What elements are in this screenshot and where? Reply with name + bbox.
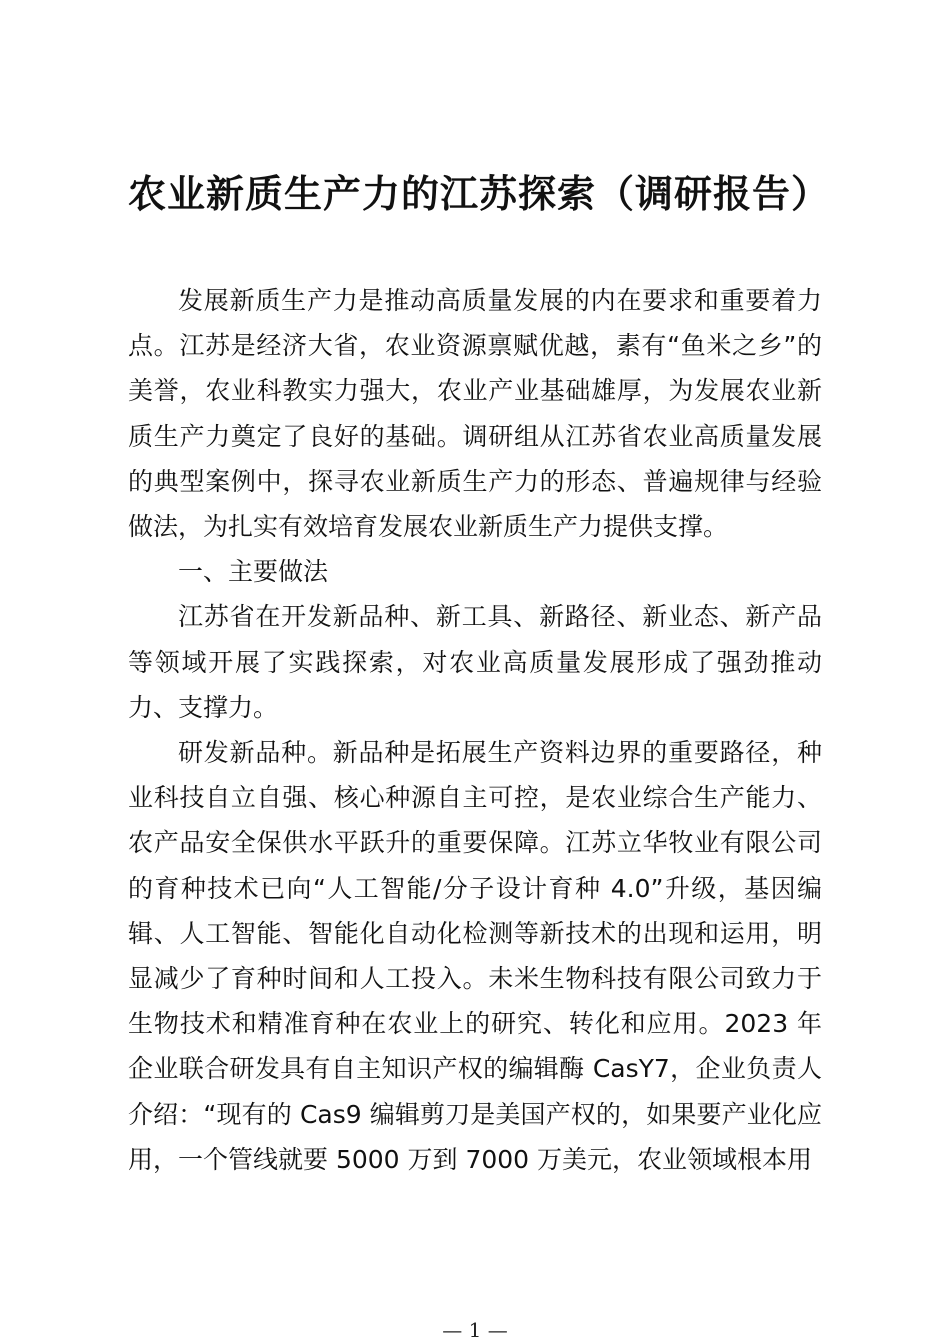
paragraph-intro: 发展新质生产力是推动高质量发展的内在要求和重要着力点。江苏是经济大省，农业资源禀赋优越，素有“鱼米之乡”的美誉，农业科教实力强大，农业产业基础雄厚，为发展农业新质生产力奠定了良好的基础。调研组从江苏省农业高质量发展的典型案例中，探寻农业新质生产力的形态、普遍规律与经验做法，为扎实有效培育发展农业新质生产力提供支撑。: [128, 286, 822, 542]
paragraph-new-varieties: 研发新品种。新品种是拓展生产资料边界的重要路径，种业科技自立自强、核心种源自主可控，是农业综合生产能力、农产品安全保供水平跃升的重要保障。江苏立华牧业有限公司的育种技术已向“人工智能/分子设计育种 4.0”升级，基因编辑、人工智能、智能化自动化检测等新技术的出现和运用，明显减少了育种时间和人工投入。未米生物科技有限公司致力于生物技术和精准育种在农业上的研究、转化和应用。2023 年企业联合研发具有自主知识产权的编辑酶 CasY7，企业负责人介绍：“现有的 Cas9 编辑剪刀是美国产权的，如果要产业化应用，一个管线就要 5000 万到 7000 万美元，农业领域根本用: [128, 738, 822, 1174]
section-heading: 一、主要做法: [178, 557, 329, 587]
page-number: — 1 —: [442, 1318, 508, 1342]
document-body: [128, 278, 822, 1182]
paragraph-overview: 江苏省在开发新品种、新工具、新路径、新业态、新产品等领域开展了实践探索，对农业高质量发展形成了强劲推动力、支撑力。: [128, 602, 822, 722]
document-title: 农业新质生产力的江苏探索（调研报告）: [128, 171, 831, 216]
